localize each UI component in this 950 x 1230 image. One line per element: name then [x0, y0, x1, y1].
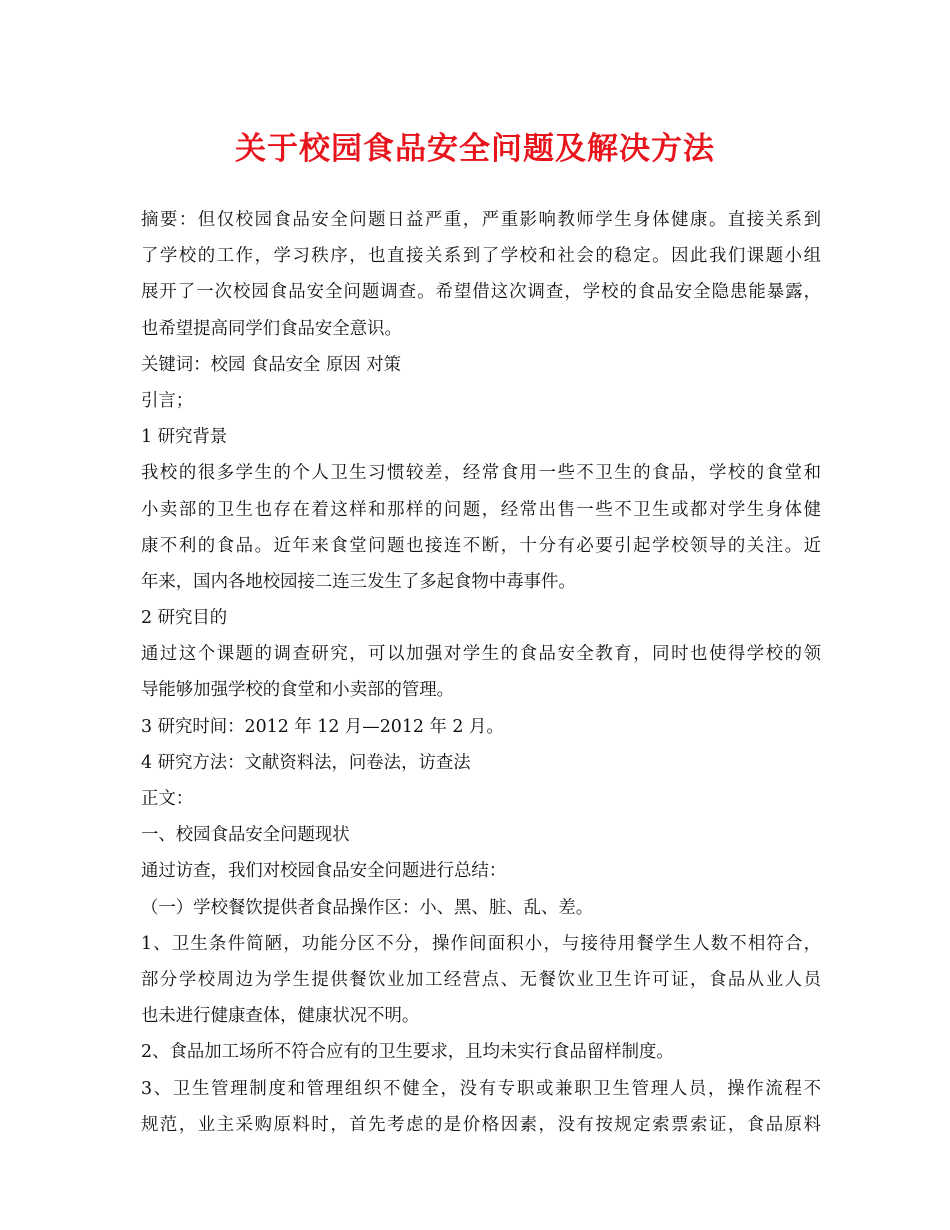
- keywords-line: 关键词：校园 食品安全 原因 对策: [141, 354, 402, 375]
- item-one-line-1: 1、卫生条件简陋，功能分区不分，操作间面积小，与接待用餐学生人数不相符合，: [141, 933, 821, 954]
- section-research-purpose: 2 研究目的: [141, 608, 228, 629]
- document-title: 关于校园食品安全问题及解决方法: [235, 131, 715, 167]
- abstract-line-3: 展开了一次校园食品安全问题调查。希望借这次调查，学校的食品安全隐患能暴露，: [141, 282, 821, 303]
- item-two-line-1: 2、食品加工场所不符合应有的卫生要求，且均未实行食品留样制度。: [141, 1042, 674, 1063]
- item-three-line-1: 3、卫生管理制度和管理组织不健全，没有专职或兼职卫生管理人员，操作流程不: [141, 1078, 821, 1099]
- background-line-4: 年来，国内各地校园接二连三发生了多起食物中毒事件。: [141, 571, 576, 592]
- item-one-line-2: 部分学校周边为学生提供餐饮业加工经营点、无餐饮业卫生许可证，食品从业人员: [141, 969, 821, 990]
- background-line-1: 我校的很多学生的个人卫生习惯较差，经常食用一些不卫生的食品，学校的食堂和: [141, 463, 821, 484]
- main-text-heading: 正文：: [141, 789, 194, 809]
- purpose-line-1: 通过这个课题的调查研究，可以加强对学生的食品安全教育，同时也使得学校的领: [141, 644, 821, 665]
- document-body: [141, 202, 821, 1143]
- section-research-method: 4 研究方法：文献资料法，问卷法，访查法: [141, 752, 471, 773]
- subsection-one-heading: （一）学校餐饮提供者食品操作区：小、黑、脏、乱、差。: [141, 897, 594, 918]
- abstract-line-1: 摘要：但仅校园食品安全问题日益严重，严重影响教师学生身体健康。直接关系到: [141, 210, 821, 230]
- item-one-line-3: 也未进行健康查体，健康状况不明。: [141, 1006, 420, 1027]
- purpose-line-2: 导能够加强学校的食堂和小卖部的管理。: [141, 680, 455, 701]
- abstract-line-4: 也希望提高同学们食品安全意识。: [141, 318, 402, 339]
- chapter-one-intro: 通过访查，我们对校园食品安全问题进行总结：: [141, 861, 507, 882]
- section-research-background: 1 研究背景: [141, 427, 228, 448]
- abstract-line-2: 了学校的工作，学习秩序，也直接关系到了学校和社会的稳定。因此我们课题小组: [141, 246, 821, 267]
- background-line-3: 康不利的食品。近年来食堂问题也接连不断，十分有必要引起学校领导的关注。近: [141, 535, 821, 556]
- item-three-line-2: 规范，业主采购原料时，首先考虑的是价格因素，没有按规定索票索证，食品原料: [141, 1114, 821, 1135]
- section-research-time: 3 研究时间：2012 年 12 月—2012 年 2 月。: [141, 716, 504, 737]
- chapter-one-heading: 一、校园食品安全问题现状: [141, 825, 350, 846]
- background-line-2: 小卖部的卫生也存在着这样和那样的问题，经常出售一些不卫生或都对学生身体健: [141, 499, 821, 520]
- introduction-heading: 引言；: [141, 390, 194, 411]
